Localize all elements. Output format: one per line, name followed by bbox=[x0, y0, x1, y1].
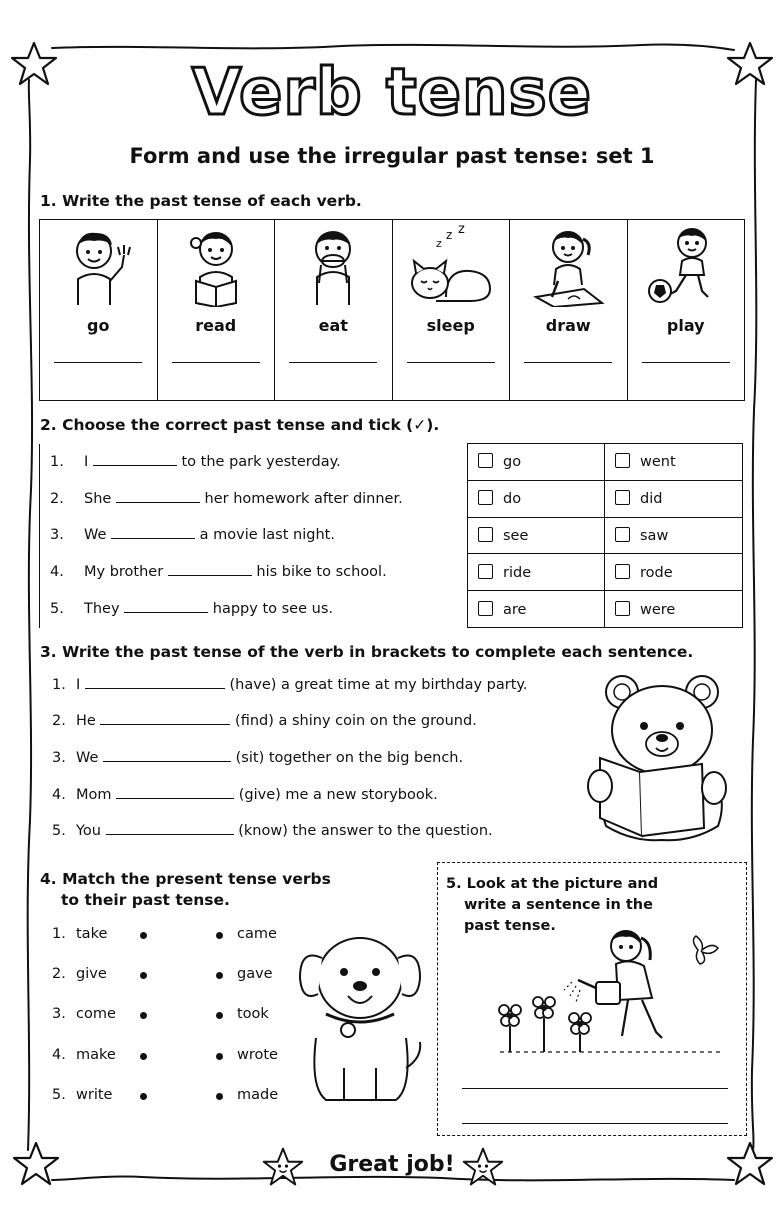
verb-label: eat bbox=[318, 316, 348, 335]
answer-line[interactable] bbox=[524, 362, 612, 363]
checkbox[interactable] bbox=[615, 564, 630, 579]
answer-line[interactable] bbox=[100, 724, 230, 725]
girl-drawing-icon bbox=[528, 225, 608, 307]
section-5-heading: 5. Look at the picture and bbox=[446, 876, 659, 892]
match-word: made bbox=[237, 1087, 279, 1103]
verb-cell bbox=[40, 220, 158, 401]
list-item: 2. give bbox=[52, 966, 107, 982]
sleeping-cat-icon bbox=[406, 225, 496, 307]
checkbox[interactable] bbox=[615, 527, 630, 542]
answer-line[interactable] bbox=[116, 798, 234, 799]
match-dot[interactable] bbox=[140, 1012, 147, 1019]
answer-line[interactable] bbox=[124, 612, 208, 613]
checkbox[interactable] bbox=[478, 601, 493, 616]
section-4-heading-line2: to their past tense. bbox=[61, 891, 230, 909]
checkbox[interactable] bbox=[615, 601, 630, 616]
page-subtitle: Form and use the irregular past tense: set 1 bbox=[129, 144, 655, 168]
list-item: 2. He (find) a shiny coin on the ground. bbox=[52, 713, 477, 729]
svg-text:z: z bbox=[445, 228, 453, 242]
checkbox[interactable] bbox=[478, 564, 493, 579]
match-dot[interactable] bbox=[140, 932, 147, 939]
match-dot[interactable] bbox=[216, 972, 223, 979]
verb-label: play bbox=[666, 316, 705, 335]
list-item: 5. You (know) the answer to the question. bbox=[52, 823, 493, 839]
list-item: 3. come bbox=[52, 1006, 116, 1022]
match-word: gave bbox=[237, 966, 273, 982]
verb-cell bbox=[627, 220, 745, 401]
boy-eating-icon bbox=[293, 225, 373, 307]
checkbox[interactable] bbox=[615, 490, 630, 505]
section-5-heading-line2: write a sentence in the bbox=[464, 897, 653, 913]
answer-line[interactable] bbox=[168, 575, 252, 576]
answer-line[interactable] bbox=[111, 538, 195, 539]
table-row: 5. They happy to see us. are were bbox=[40, 591, 743, 628]
answer-line[interactable] bbox=[85, 688, 225, 689]
match-word: came bbox=[237, 926, 277, 942]
list-item: 1. take bbox=[52, 926, 108, 942]
section-4-heading: 4. Match the present tense verbs bbox=[40, 870, 331, 888]
footer-message: Great job! bbox=[329, 1152, 455, 1177]
answer-line[interactable] bbox=[407, 362, 495, 363]
svg-text:z: z bbox=[457, 225, 465, 237]
match-word: took bbox=[237, 1006, 269, 1022]
match-dot[interactable] bbox=[216, 932, 223, 939]
match-dot[interactable] bbox=[140, 1053, 147, 1060]
boy-waving-icon bbox=[58, 225, 138, 307]
answer-line[interactable] bbox=[172, 362, 260, 363]
table-row: 4. My brother his bike to school. ride rode bbox=[40, 554, 743, 591]
section-5-heading-line3: past tense. bbox=[464, 918, 556, 934]
match-dot[interactable] bbox=[216, 1012, 223, 1019]
match-dot[interactable] bbox=[216, 1093, 223, 1100]
section-1-heading: 1. Write the past tense of each verb. bbox=[40, 192, 362, 210]
list-item: 3. We (sit) together on the big bench. bbox=[52, 750, 464, 766]
verb-cell bbox=[510, 220, 628, 401]
verb-label: sleep bbox=[426, 316, 475, 335]
answer-line[interactable] bbox=[462, 1123, 728, 1124]
table-row: 3. We a movie last night. see saw bbox=[40, 517, 743, 554]
section-3-heading: 3. Write the past tense of the verb in brackets to complete each sentence. bbox=[40, 643, 694, 661]
answer-line[interactable] bbox=[93, 465, 177, 466]
table-row: 2. She her homework after dinner. do did bbox=[40, 480, 743, 517]
answer-line[interactable] bbox=[54, 362, 142, 363]
table-row: 1. I to the park yesterday. go went bbox=[40, 444, 743, 481]
choose-table bbox=[39, 443, 743, 628]
bear-reading-icon bbox=[582, 668, 742, 844]
answer-line[interactable] bbox=[289, 362, 377, 363]
boy-playing-ball-icon bbox=[646, 225, 726, 307]
list-item: 4. Mom (give) me a new storybook. bbox=[52, 787, 438, 803]
section-2-heading: 2. Choose the correct past tense and tick (✓). bbox=[40, 416, 440, 434]
page-title: Verb tense bbox=[191, 56, 593, 130]
verb-table bbox=[39, 219, 745, 401]
smiling-star-icon bbox=[462, 1146, 504, 1188]
list-item: 1. I (have) a great time at my birthday party. bbox=[52, 677, 528, 693]
svg-text:z: z bbox=[435, 237, 442, 250]
answer-line[interactable] bbox=[116, 502, 200, 503]
verb-cell bbox=[275, 220, 393, 401]
verb-cell bbox=[157, 220, 275, 401]
list-item: 5. write bbox=[52, 1087, 113, 1103]
girl-reading-icon bbox=[176, 225, 256, 307]
checkbox[interactable] bbox=[478, 453, 493, 468]
match-dot[interactable] bbox=[140, 972, 147, 979]
match-word: wrote bbox=[237, 1047, 278, 1063]
puppy-icon bbox=[296, 918, 426, 1108]
match-dot[interactable] bbox=[140, 1093, 147, 1100]
verb-label: read bbox=[195, 316, 237, 335]
list-item: 4. make bbox=[52, 1047, 116, 1063]
checkbox[interactable] bbox=[478, 527, 493, 542]
answer-line[interactable] bbox=[103, 761, 231, 762]
match-dot[interactable] bbox=[216, 1053, 223, 1060]
answer-line[interactable] bbox=[642, 362, 730, 363]
answer-line[interactable] bbox=[462, 1088, 728, 1089]
answer-line[interactable] bbox=[106, 834, 234, 835]
girl-watering-flowers-icon bbox=[490, 920, 730, 1060]
verb-label: draw bbox=[545, 316, 591, 335]
checkbox[interactable] bbox=[615, 453, 630, 468]
checkbox[interactable] bbox=[478, 490, 493, 505]
verb-cell bbox=[392, 220, 510, 401]
verb-label: go bbox=[87, 316, 110, 335]
